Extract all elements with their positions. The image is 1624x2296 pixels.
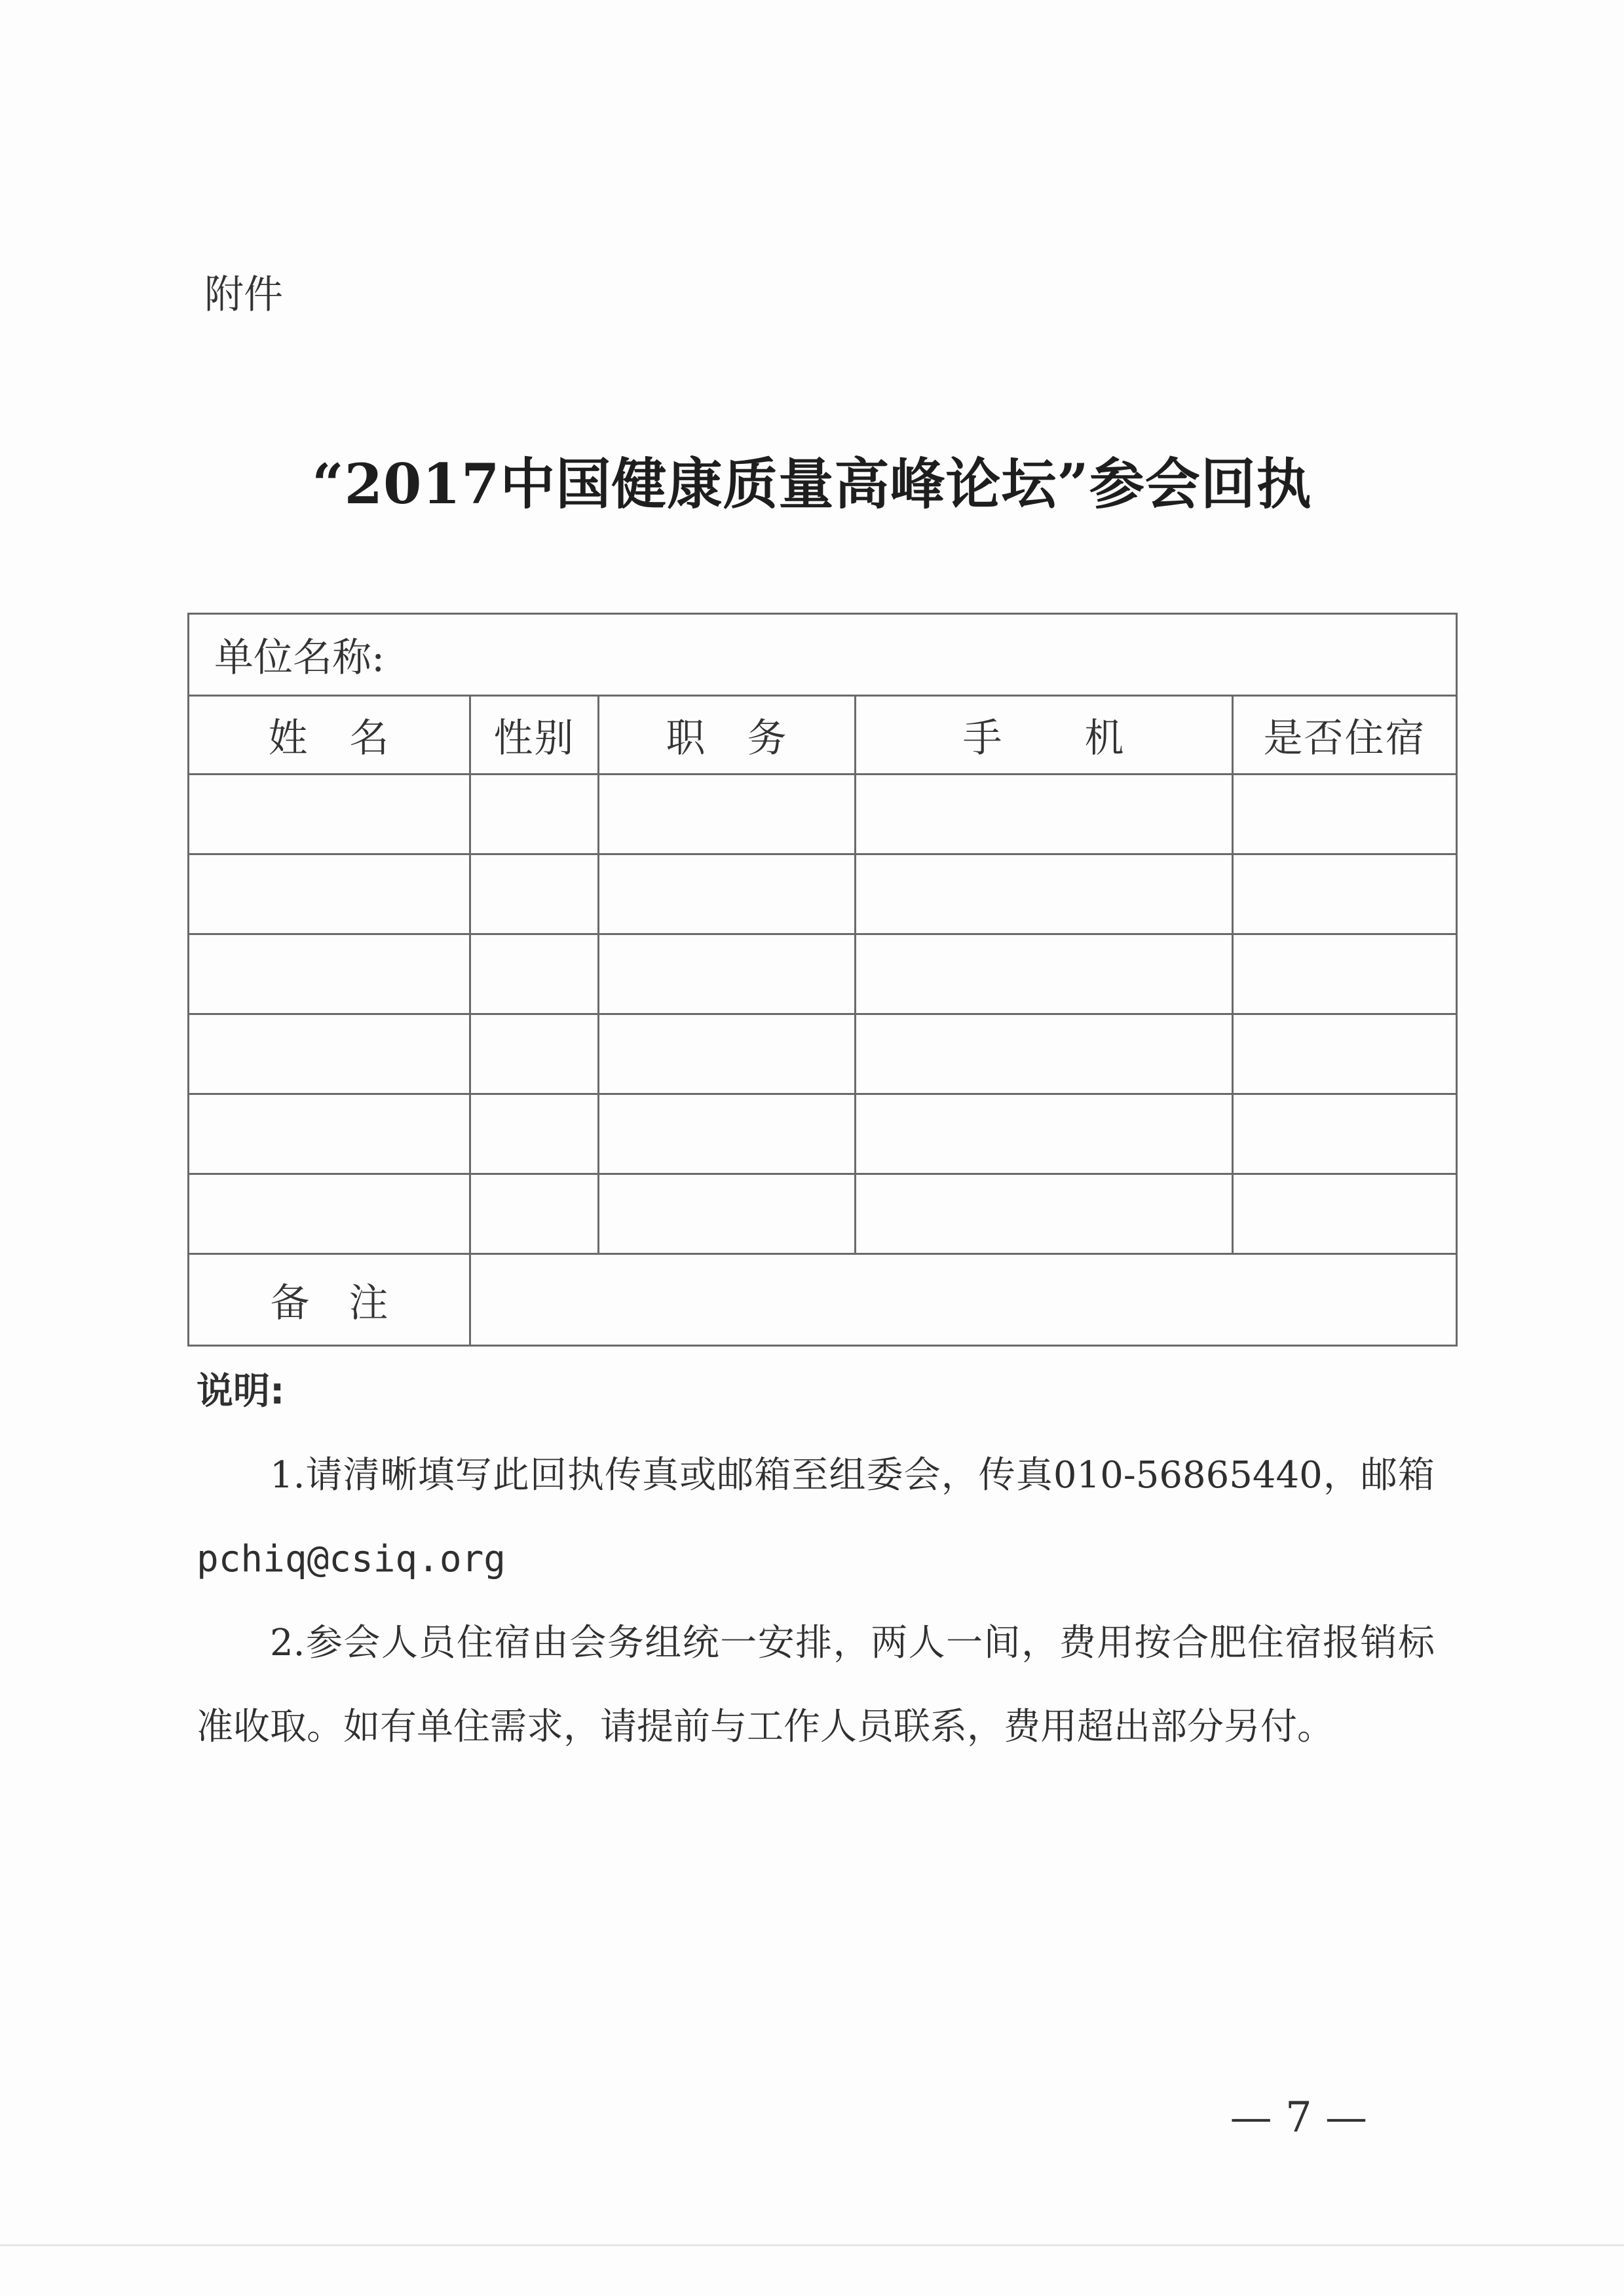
table-row: [189, 1014, 1457, 1094]
accommodation-cell[interactable]: [1233, 934, 1457, 1014]
table-row: [189, 934, 1457, 1014]
position-cell[interactable]: [599, 934, 856, 1014]
page-number: — 7 —: [1230, 2094, 1367, 2142]
position-cell[interactable]: [599, 1174, 856, 1254]
position-cell[interactable]: [599, 1014, 856, 1094]
header-mobile: 手 机: [856, 696, 1233, 775]
name-cell[interactable]: [189, 1174, 470, 1254]
position-cell[interactable]: [599, 854, 856, 934]
header-gender: 性别: [470, 696, 599, 775]
gender-cell[interactable]: [470, 1094, 599, 1174]
mobile-cell[interactable]: [856, 1094, 1233, 1174]
gender-cell[interactable]: [470, 775, 599, 854]
mobile-cell[interactable]: [856, 854, 1233, 934]
table-row: [189, 1094, 1457, 1174]
remarks-row: [189, 1254, 1457, 1346]
mobile-cell[interactable]: [856, 934, 1233, 1014]
accommodation-cell[interactable]: [1233, 1174, 1457, 1254]
name-cell[interactable]: [189, 854, 470, 934]
name-cell[interactable]: [189, 775, 470, 854]
contact-email: pchiq@csiq.org: [197, 1538, 506, 1580]
registration-form-table: [187, 613, 1458, 1347]
position-cell[interactable]: [599, 1094, 856, 1174]
gender-cell[interactable]: [470, 854, 599, 934]
table-row: [189, 1174, 1457, 1254]
mobile-cell[interactable]: [856, 1014, 1233, 1094]
mobile-cell[interactable]: [856, 775, 1233, 854]
attachment-label: 附件: [204, 272, 283, 318]
notes-section: [197, 1350, 1435, 1769]
table-row: [189, 775, 1457, 854]
name-cell[interactable]: [189, 1014, 470, 1094]
accommodation-cell[interactable]: [1233, 1014, 1457, 1094]
accommodation-cell[interactable]: [1233, 775, 1457, 854]
header-name: 姓 名: [189, 696, 470, 775]
note-item-1: [197, 1434, 1435, 1601]
remarks-field[interactable]: [470, 1254, 1457, 1346]
scan-edge-divider: [0, 2244, 1624, 2246]
table-header-row: [189, 696, 1457, 775]
gender-cell[interactable]: [470, 1014, 599, 1094]
page-title: “2017中国健康质量高峰论坛”参会回执: [312, 451, 1312, 516]
unit-name-field[interactable]: [189, 614, 1457, 696]
position-cell[interactable]: [599, 775, 856, 854]
note-item-2: 2.参会人员住宿由会务组统一安排，两人一间，费用按合肥住宿报销标准收取。如有单住需求，请提前与工作人员联系，费用超出部分另付。: [197, 1622, 1435, 1748]
accommodation-cell[interactable]: [1233, 1094, 1457, 1174]
remarks-label: 备 注: [189, 1254, 470, 1346]
note-item-1-text: 1.请清晰填写此回执传真或邮箱至组委会，传真010-56865440，邮箱: [270, 1454, 1435, 1497]
notes-heading: 说明:: [197, 1370, 285, 1413]
header-accommodation: 是否住宿: [1233, 696, 1457, 775]
name-cell[interactable]: [189, 1094, 470, 1174]
accommodation-cell[interactable]: [1233, 854, 1457, 934]
header-position: 职 务: [599, 696, 856, 775]
mobile-cell[interactable]: [856, 1174, 1233, 1254]
gender-cell[interactable]: [470, 934, 599, 1014]
unit-name-label: 单位名称:: [214, 635, 385, 681]
table-row: [189, 854, 1457, 934]
gender-cell[interactable]: [470, 1174, 599, 1254]
name-cell[interactable]: [189, 934, 470, 1014]
